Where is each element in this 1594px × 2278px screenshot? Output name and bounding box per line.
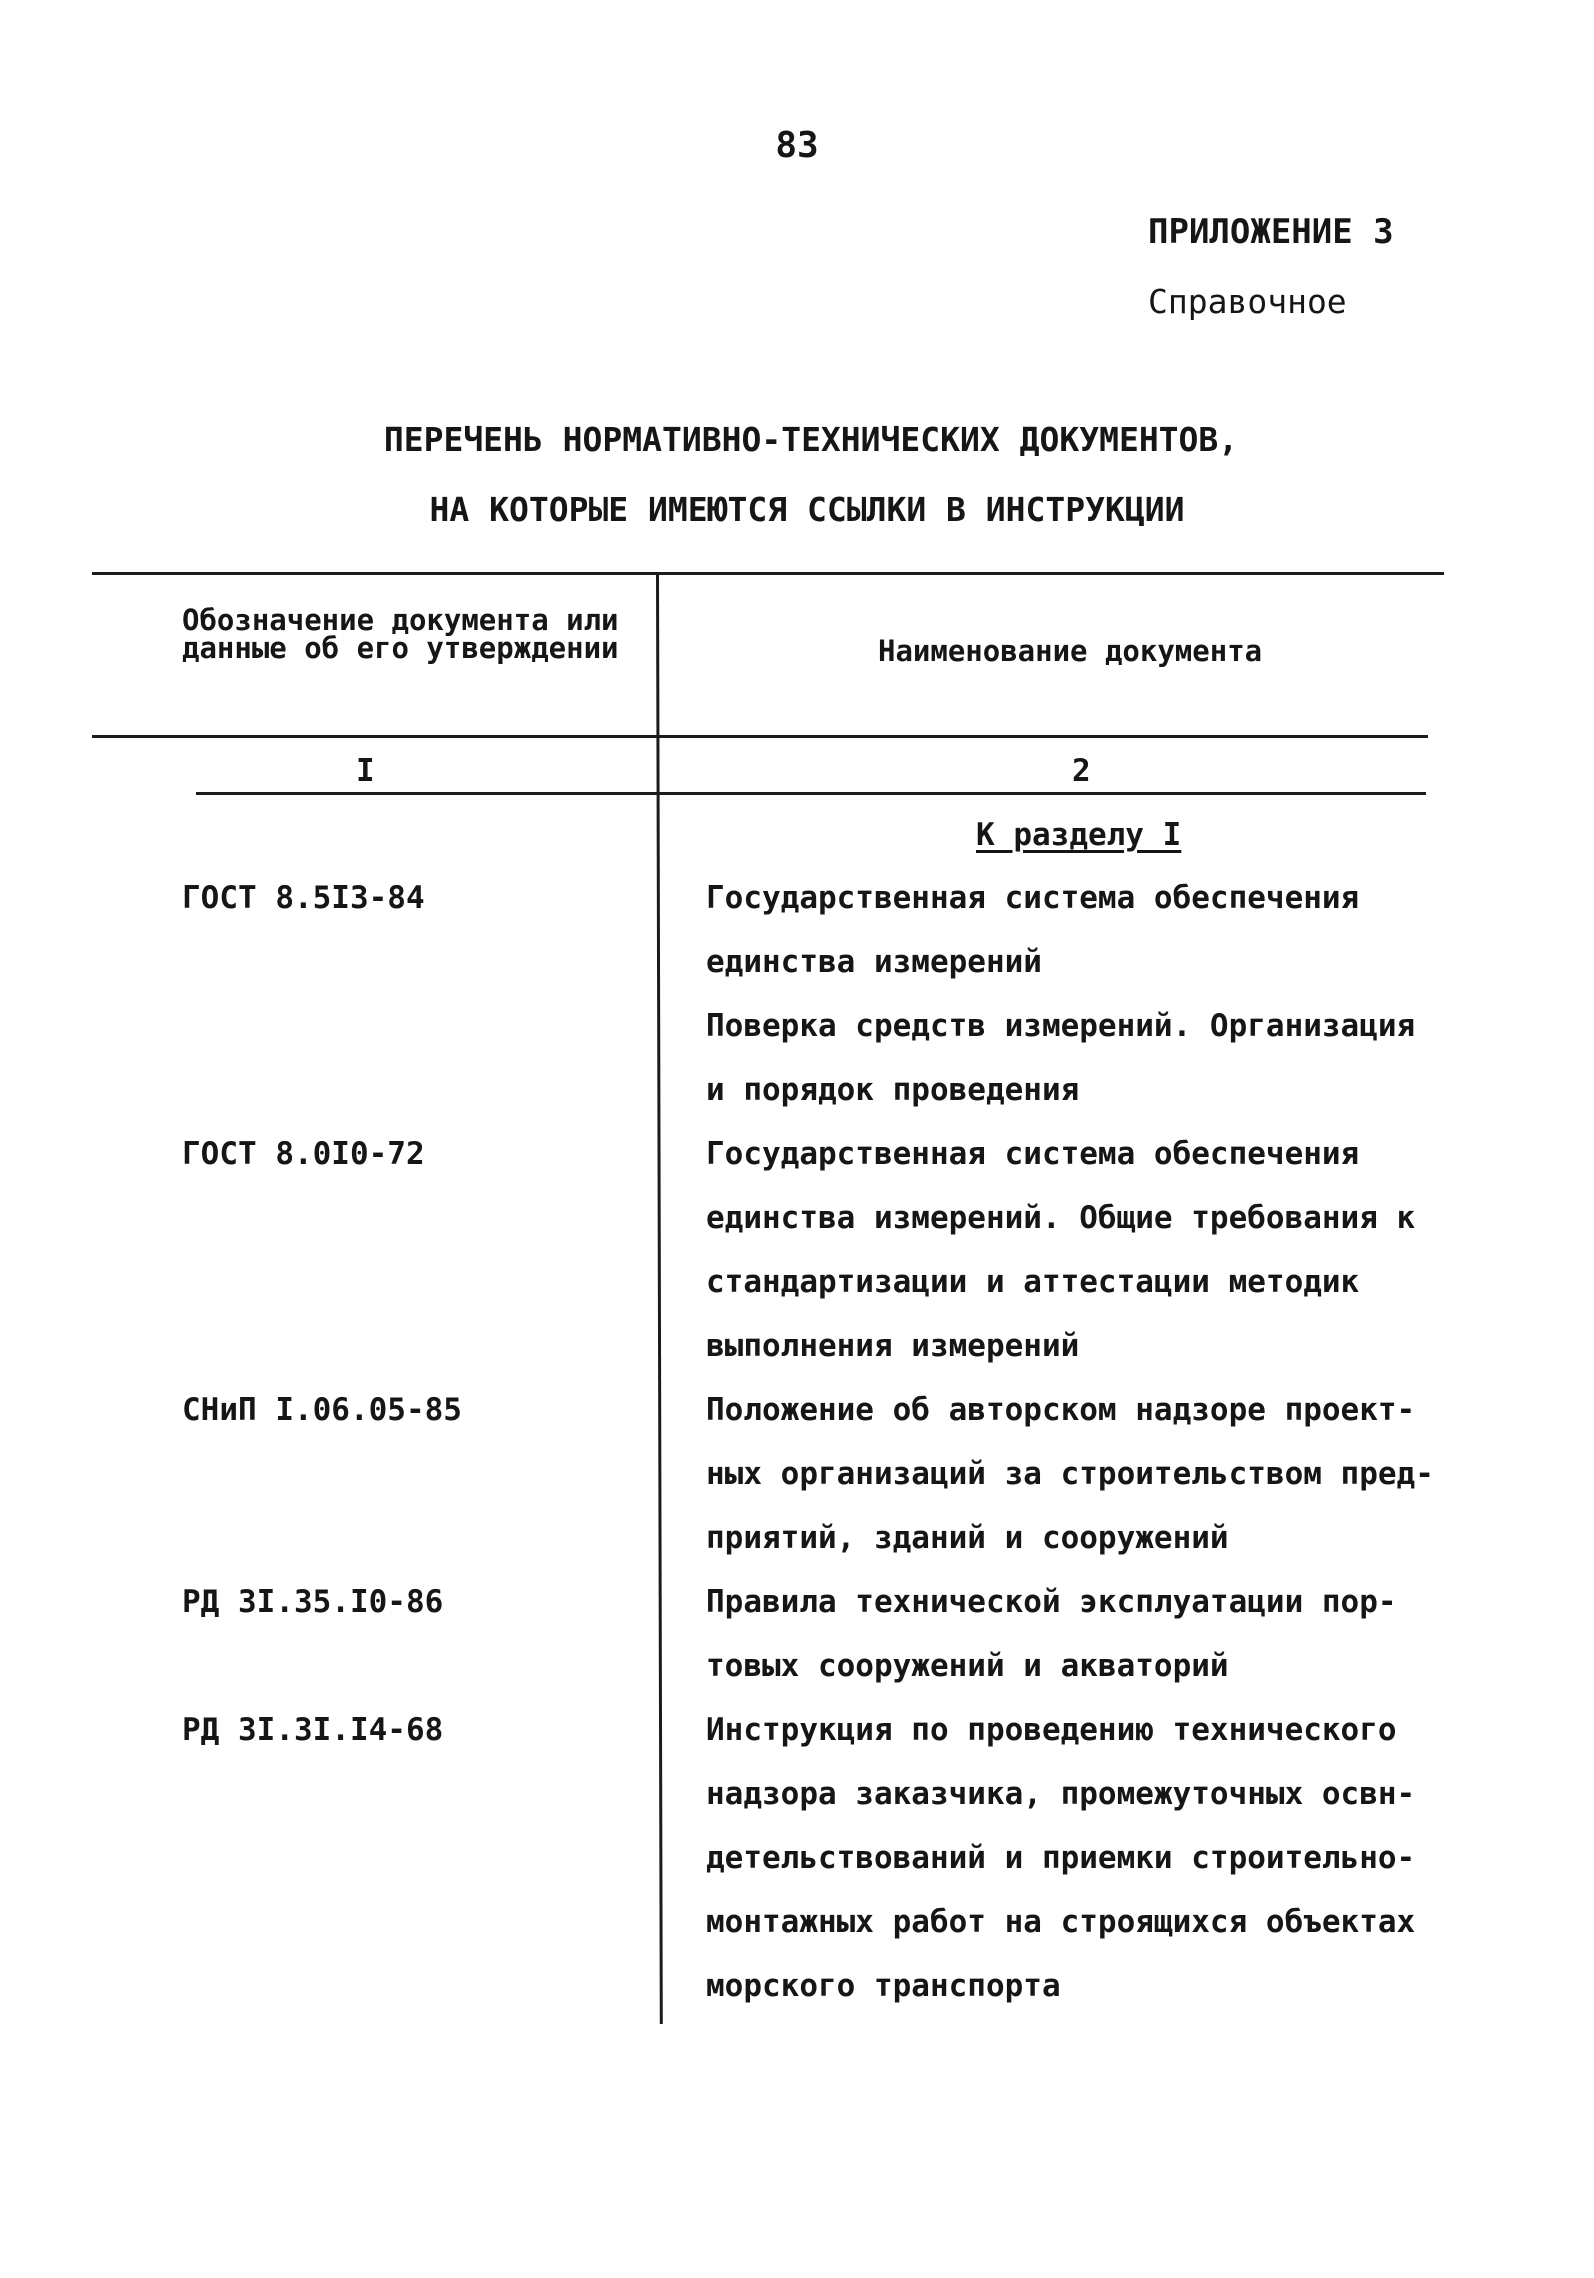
table-row-code: РД 3I.35.I0-86 [182,1584,444,1620]
table-row-name-line: единства измерений [706,944,1042,980]
table-top-rule [92,572,1444,575]
table-row-name-line: надзора заказчика, промежуточных освн- [706,1776,1416,1812]
table-row-name-line: Правила технической эксплуатации пор- [706,1584,1397,1620]
table-row-name-line: Положение об авторском надзоре проект- [706,1392,1416,1428]
table-row-name-line: морского транспорта [706,1968,1061,2004]
table-row-name-line: и порядок проведения [706,1072,1080,1108]
table-row-name-line: детельствований и приемки строительно- [706,1840,1416,1876]
table-header-rule [92,735,1428,738]
appendix-label: ПРИЛОЖЕНИЕ 3 [1148,212,1394,252]
table-row-name-line: Государственная система обеспечения [706,880,1360,916]
column-numbers-rule [196,792,1426,795]
table-row-name-line: товых сооружений и акваторий [706,1648,1229,1684]
table-row-name-line: ных организаций за строительством пред- [706,1456,1434,1492]
column-number-1: I [356,753,375,789]
table-header-designation: Обозначение документа или данные об его утверждении [182,603,619,665]
section-heading: К разделу I [976,817,1182,853]
document-title-line-2: НА КОТОРЫЕ ИМЕЮТСЯ ССЫЛКИ В ИНСТРУКЦИИ [429,490,1185,529]
table-row-name-line: Поверка средств измерений. Организация [706,1008,1416,1044]
table-row-code: ГОСТ 8.0I0-72 [182,1136,425,1172]
page-number: 83 [775,125,819,166]
column-number-2: 2 [1072,753,1091,789]
table-row-name-line: выполнения измерений [706,1328,1080,1364]
table-row-name-line: Инструкция по проведению технического [706,1712,1397,1748]
table-row-name-line: Государственная система обеспечения [706,1136,1360,1172]
document-title-line-1: ПЕРЕЧЕНЬ НОРМАТИВНО-ТЕХНИЧЕСКИХ ДОКУМЕНТОВ, [383,420,1239,459]
table-header-name: Наименование документа [878,634,1263,668]
table-row-code: РД 3I.3I.I4-68 [182,1712,444,1748]
table-row-name-line: стандартизации и аттестации методик [706,1264,1360,1300]
table-row-name-line: единства измерений. Общие требования к [706,1200,1416,1236]
table-row-name-line: монтажных работ на строящихся объектах [706,1904,1416,1940]
appendix-subtitle: Справочное [1148,282,1347,321]
table-row-name-line: приятий, зданий и сооружений [706,1520,1229,1556]
table-row-code: ГОСТ 8.5I3-84 [182,880,425,916]
table-row-code: СНиП I.06.05-85 [182,1392,462,1428]
